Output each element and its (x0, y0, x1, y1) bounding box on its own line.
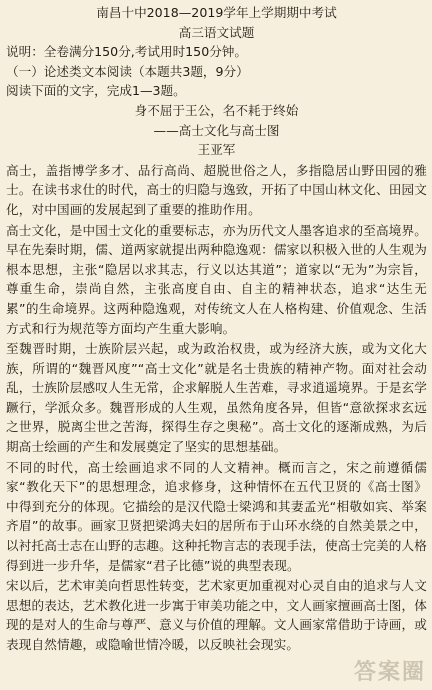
article-title: 身不屈于王公，名不耗于终始 (134, 102, 299, 118)
article-author: 王亚军 (197, 142, 236, 158)
paragraph-2: 高士文化，是中国士文化的重要标志，亦为历代文人墨客追求的至高境界。早在先秦时期，儒、道两家就提出两种隐逸观：儒家以积极入世的人生观为根本思想，主张“隐居以求其志，行义以达其道”；道家以“无为”为宗旨，尊重生命，崇尚自然，主张高度自由、自主的精神状态，追求“达生无累”的生命境界。这两种隐逸观，对传统文人在人格构建、价值观念、生活方式和行为规范等方面均产生重大影响。 (6, 222, 427, 336)
paragraph-3: 至魏晋时期，士族阶层兴起，或为政治权贵，或为经济大族，或为文化大族，所谓的“魏晋风度”“高士文化”就是名士贵族的精神产物。面对社会动乱，士族阶层感叹人生无常，企求解脱人生苦难，寻求逍遥境界。于是玄学蹶行，学派众多。魏晋形成的人生观，虽然角度各异，但皆“意欲探求玄远之世界，脱离尘世之苦海，探得生存之奥秘”。高士文化的逐渐成熟，为后期高士绘画的产生和发展奠定了坚实的思想基础。 (6, 341, 427, 455)
paragraph-4: 不同的时代，高士绘画追求不同的人文精神。概而言之，宋之前遵循儒家“教化天下”的思想理念，追求修身，这种情怀在五代卫贤的《高士图》中得到充分的体现。它描绘的是汉代隐士梁鸿和其妻孟光“相敬如宾、举案齐眉”的故事。画家卫贤把梁鸿夫妇的居所布于山环水绕的自然美景之中，以衬托高士志在山野的志趣。这种托物言志的表现手法，使高士完美的人格得到进一步升华，是儒家“君子比德”说的典型表现。 (6, 459, 427, 573)
article-subtitle: ——高士文化与高士图 (153, 122, 280, 138)
paragraph-5: 宋以后，艺术审美向哲思性转变，艺术家更加重视对心灵自由的追求与人文思想的表达，艺术教化进一步寓于审美功能之中，文人画家擅画高士图，体现的是对人的生命与尊严、意义与价值的理解。文人画家常借助于诗画，或表现自然情趣，或隐喻世情冷暖，以反映社会现实。 (6, 578, 427, 652)
watermark-logo: 答案圈 (353, 659, 426, 685)
subject-title: 高三语文试题 (178, 24, 255, 40)
reading-task: 阅读下面的文字，完成1—3题。 (6, 83, 186, 99)
exam-note: 说明：全卷满分150分,考试用时150分钟。 (6, 44, 247, 60)
section-heading: （一）论述类文本阅读（本题共3题，9分） (6, 63, 249, 79)
paragraph-1: 高士，盖指博学多才、品行高尚、超脱世俗之人，多指隐居山野田园的雅士。在读书求仕的时代，高士的归隐与逸致，开拓了中国山林文化、田园文化，对中国画的发展起到了重要的推助作用。 (6, 162, 427, 217)
school-title: 南昌十中2018—2019学年上学期期中考试 (96, 5, 337, 20)
